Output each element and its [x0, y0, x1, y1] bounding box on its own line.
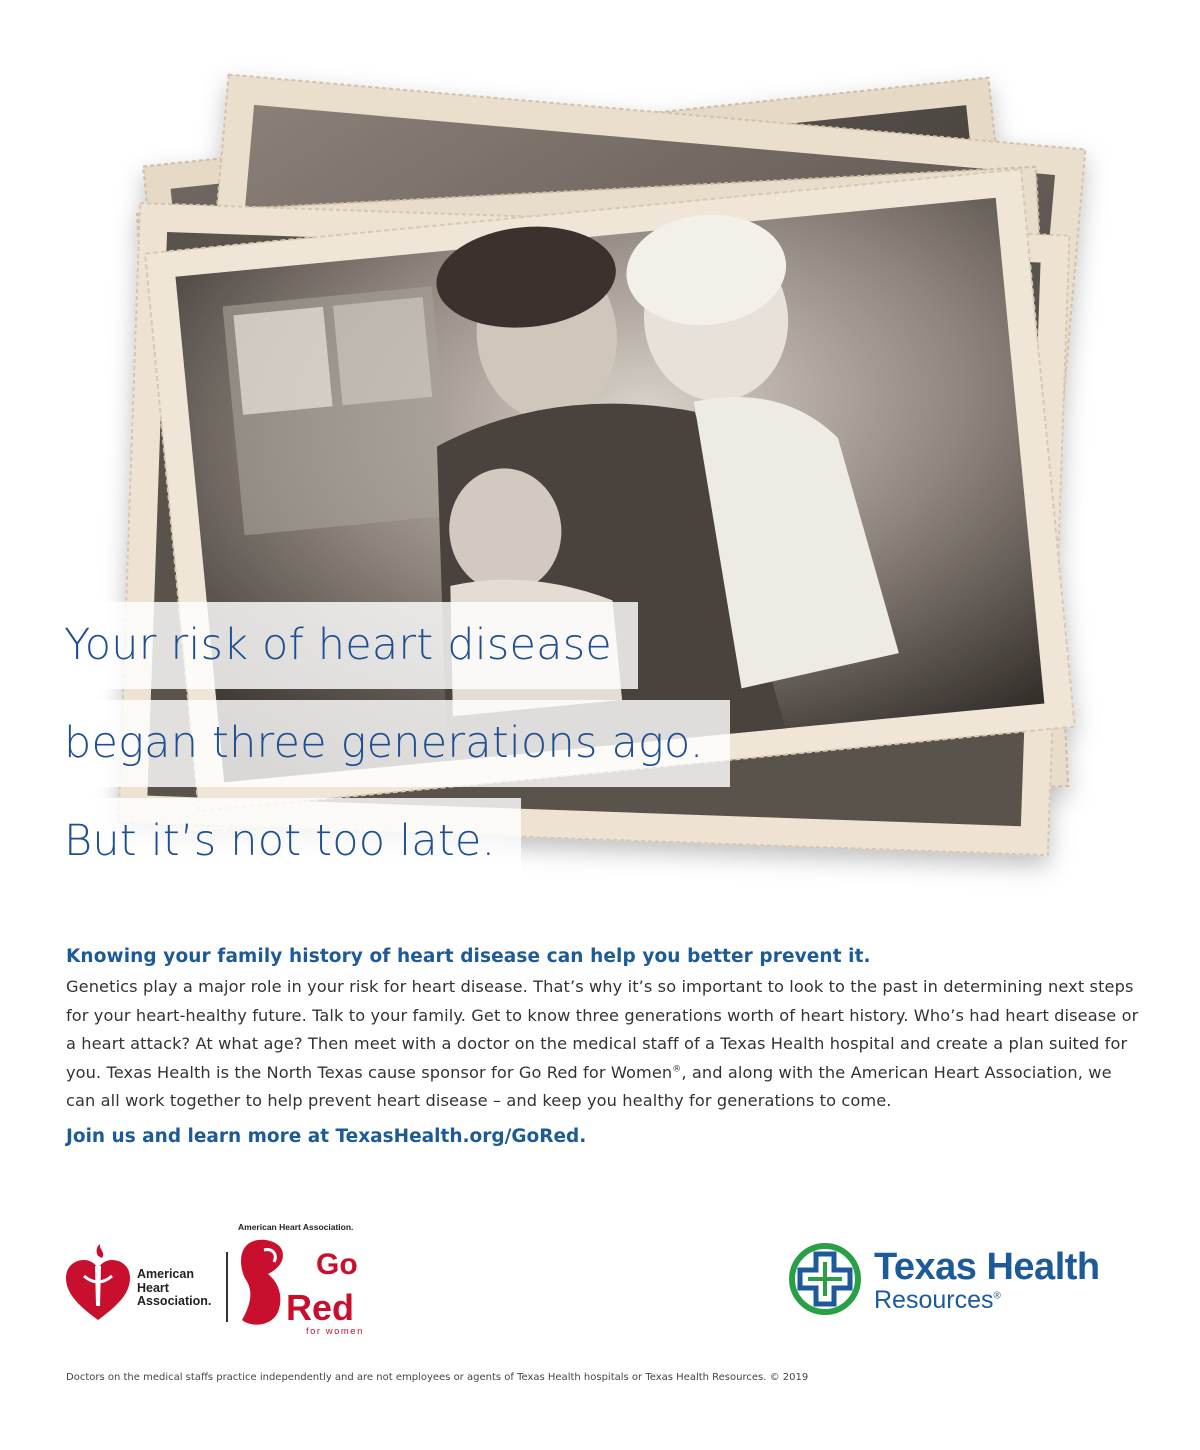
- legal-disclaimer: Doctors on the medical staffs practice independently and are not employees or agents of Texas Health hospitals or Texas Health Resources. © 2019: [66, 1372, 809, 1383]
- aha-line-3: Association.: [137, 1294, 212, 1308]
- thr-registered-mark: ®: [993, 1290, 1001, 1302]
- thr-cross-icon: [788, 1242, 862, 1316]
- body-paragraph: [66, 973, 1146, 1116]
- headline-line-3: But it’s not too late.: [0, 798, 521, 885]
- body-paragraph-part2: , and along with the American Heart Association, we can all work together to help prevent heart disease – and keep you healthy for generations to come.: [66, 1062, 1112, 1111]
- lead-sentence: Knowing your family history of heart disease can help you better prevent it.: [66, 946, 871, 967]
- aha-line-1: American: [137, 1267, 194, 1281]
- aha-heart-torch-icon: [66, 1242, 130, 1322]
- body-copy: [66, 946, 1146, 1147]
- thr-wordmark: Texas Health: [874, 1246, 1100, 1288]
- gored-word-red: Red: [286, 1287, 355, 1328]
- gored-subtitle: for women: [306, 1326, 364, 1337]
- logos-row: [66, 1222, 1136, 1342]
- logo-divider: [226, 1252, 228, 1322]
- thr-subtitle-text: Resources: [874, 1286, 994, 1314]
- headline-line-2: began three generations ago.: [0, 700, 730, 787]
- call-to-action-link[interactable]: Join us and learn more at TexasHealth.org/GoRed.: [66, 1125, 587, 1147]
- gored-word-go: Go: [316, 1248, 358, 1281]
- gored-dress-logo: [238, 1236, 368, 1328]
- body-paragraph-part1: Genetics play a major role in your risk for heart disease. That’s why it’s so important to look to the past in determining next steps for your heart-healthy future. Talk to your family. Get to know three generations worth of heart history. Who’s had heart disease or a heart attack? At what age? Then meet with a doctor on the medical staff of a Texas Health hospital and create a plan suited for you. Texas Health is the North Texas cause sponsor for Go Red for Women: [66, 977, 1139, 1082]
- aha-wordmark: [137, 1268, 211, 1309]
- gored-aha-label: American Heart Association.: [238, 1222, 354, 1232]
- headline-line-1: Your risk of heart disease: [0, 602, 638, 689]
- registered-mark: ®: [672, 1064, 682, 1075]
- thr-subtitle: [874, 1288, 1001, 1313]
- aha-line-2: Heart: [137, 1280, 169, 1295]
